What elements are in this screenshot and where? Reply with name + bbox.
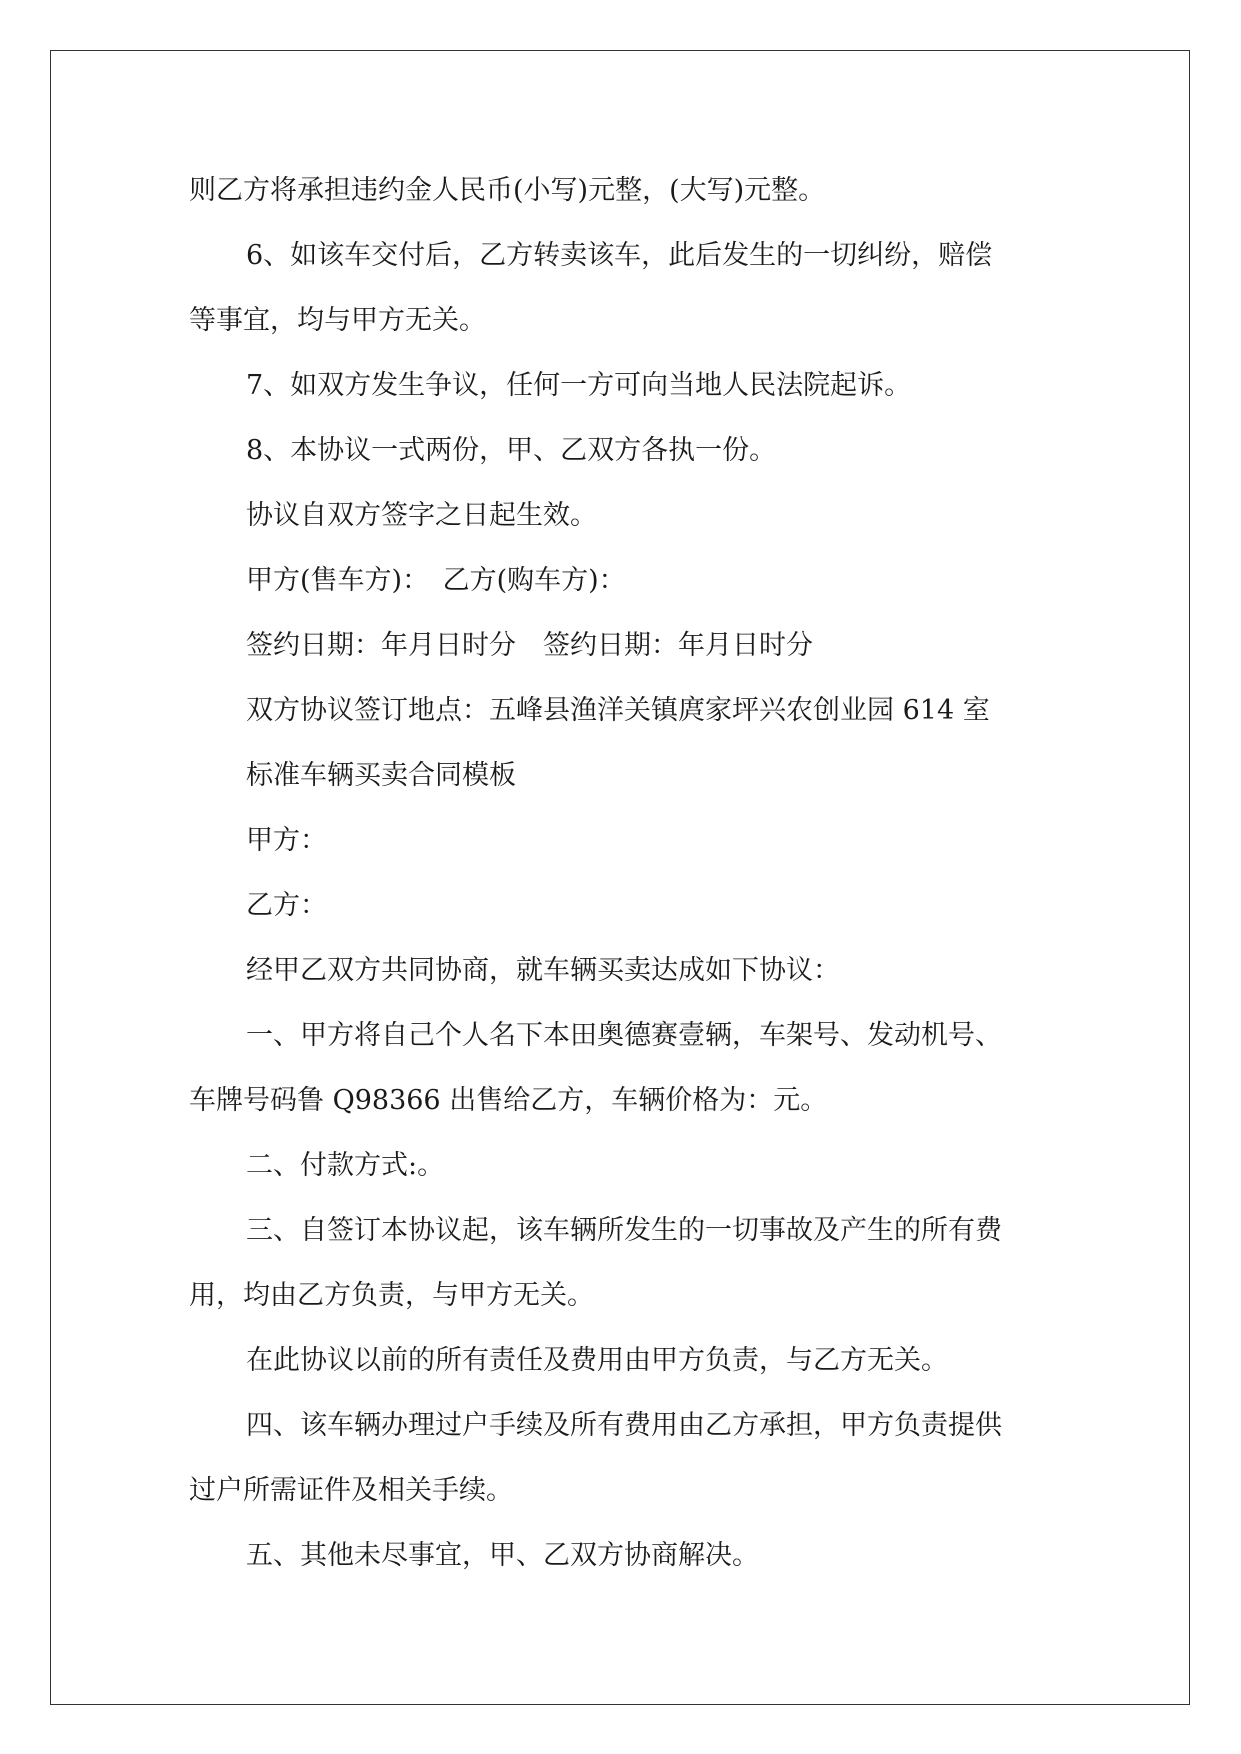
paragraph-parties-sign: 甲方(售车方)： 乙方(购车方)： [246, 565, 626, 596]
paragraph-article-4-cont: 过户所需证件及相关手续。 [189, 1475, 513, 1506]
paragraph-clause-7: 7、如双方发生争议，任何一方可向当地人民法院起诉。 [246, 370, 912, 401]
paragraph-clause-6: 6、如该车交付后，乙方转卖该车，此后发生的一切纠纷，赔偿 [246, 240, 993, 271]
paragraph-preamble: 经甲乙双方共同协商，就车辆买卖达成如下协议： [246, 955, 840, 986]
paragraph-article-2: 二、付款方式:。 [246, 1150, 445, 1181]
paragraph-article-3: 三、自签订本协议起，该车辆所发生的一切事故及产生的所有费 [246, 1215, 1002, 1246]
paragraph-clause-8: 8、本协议一式两份，甲、乙双方各执一份。 [246, 435, 777, 466]
paragraph-sign-location: 双方协议签订地点：五峰县渔洋关镇庹家坪兴农创业园 614 室 [246, 695, 990, 726]
paragraph-penalty: 则乙方将承担违约金人民币(小写)元整，(大写)元整。 [189, 175, 826, 206]
paragraph-article-1-cont: 车牌号码鲁 Q98366 出售给乙方，车辆价格为：元。 [189, 1085, 828, 1116]
paragraph-effective: 协议自双方签字之日起生效。 [246, 500, 597, 531]
document-body [189, 158, 1069, 1588]
paragraph-article-4: 四、该车辆办理过户手续及所有费用由乙方承担，甲方负责提供 [246, 1410, 1002, 1441]
paragraph-prior-liability: 在此协议以前的所有责任及费用由甲方负责，与乙方无关。 [246, 1345, 948, 1376]
paragraph-article-1: 一、甲方将自己个人名下本田奥德赛壹辆，车架号、发动机号、 [246, 1020, 1002, 1051]
party-a-label: 甲方： [246, 825, 327, 856]
paragraph-sign-dates: 签约日期：年月日时分 签约日期：年月日时分 [246, 630, 813, 661]
paragraph-article-3-cont: 用，均由乙方负责，与甲方无关。 [189, 1280, 594, 1311]
paragraph-article-5: 五、其他未尽事宜，甲、乙双方协商解决。 [246, 1540, 759, 1571]
paragraph-clause-6-cont: 等事宜，均与甲方无关。 [189, 305, 486, 336]
section-title: 标准车辆买卖合同模板 [246, 760, 516, 791]
party-b-label: 乙方： [246, 890, 327, 921]
